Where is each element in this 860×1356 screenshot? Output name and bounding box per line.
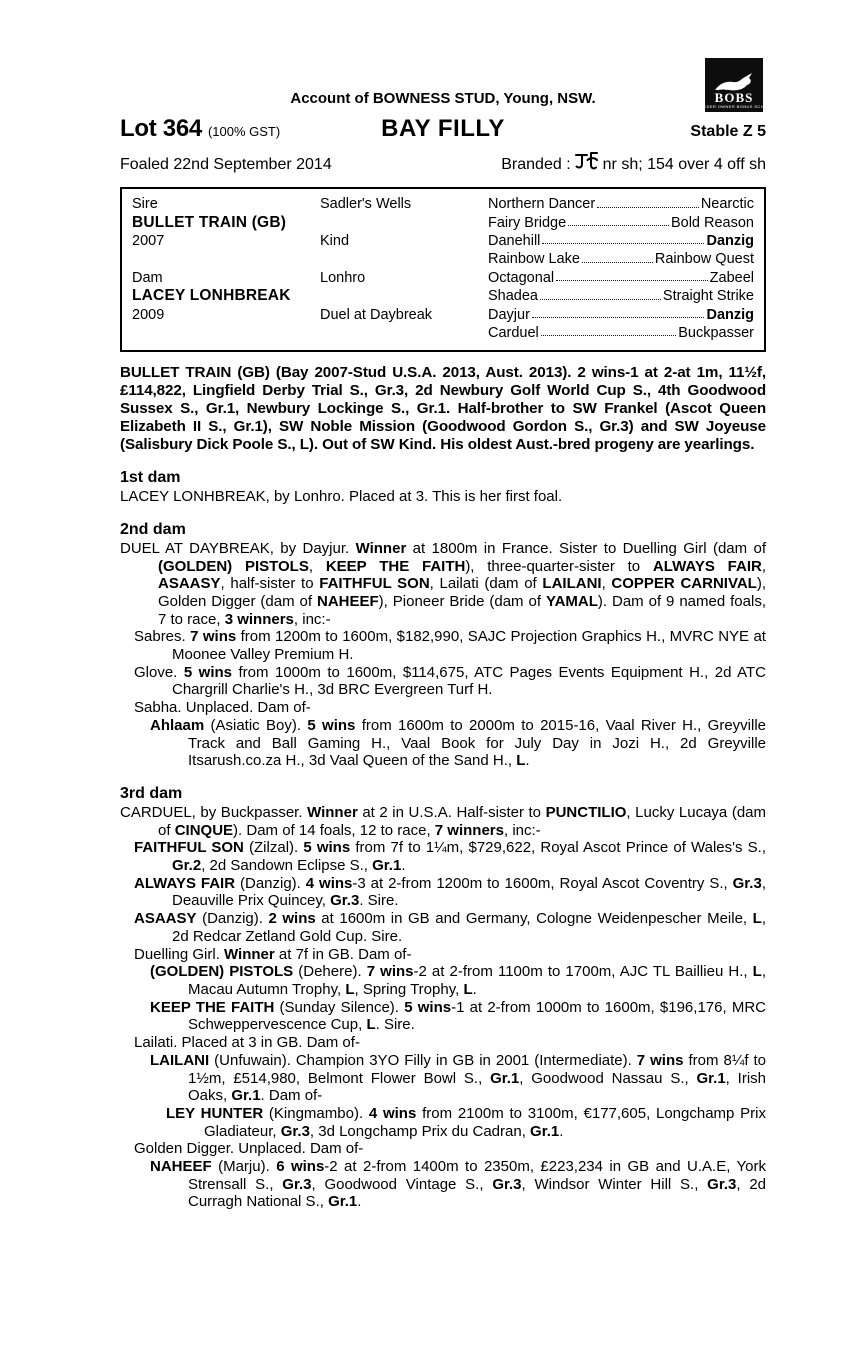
dot-leader: [532, 317, 705, 318]
progeny-entry-naheef: NAHEEF (Marju). 6 wins-2 at 2-from 1400m to 2350m, £223,234 in GB and U.A.E, York Strensall S., Gr.3, Goodwood Vintage S., Gr.3, Windsor Winter Hill S., Gr.3, 2d Curragh National S., Gr.1.: [150, 1158, 767, 1211]
ancestor-left: Fairy Bridge: [488, 214, 567, 231]
ancestor-right: Nearctic: [700, 196, 754, 213]
progeny-entry-faithful-son: FAITHFUL SON (Zilzal). 5 wins from 7f to 1¼m, $729,622, Royal Ascot Prince of Wales's S., Gr.2, 2d Sandown Eclipse S., Gr.1.: [134, 839, 766, 875]
sire-name: BULLET TRAIN (GB): [132, 213, 287, 231]
progeny-entry-asaasy: ASAASY (Danzig). 2 wins at 1600m in GB and Germany, Cologne Weidenpescher Meile, L, 2d Redcar Zetland Gold Cup. Sire.: [134, 910, 766, 945]
lot-line: [120, 115, 766, 143]
gst-note: (100% GST): [207, 124, 281, 139]
dam2-intro: DUEL AT DAYBREAK, by Dayjur. Winner at 1800m in France. Sister to Duelling Girl (dam of (GOLDEN) PISTOLS, KEEP THE FAITH), three-quarter-sister to ALWAYS FAIR, ASAASY, half-sister to FAITHFUL SON, Lailati (dam of LAILANI, COPPER CARNIVAL), Golden Digger (dam of NAHEEF), Pioneer Bride (dam of YAMAL). Dam of 9 named foals, 7 to race, 3 winners, inc:-: [120, 539, 767, 628]
ancestor-left: Shadea: [488, 288, 538, 305]
progeny-entry-lailani: LAILANI (Unfuwain). Champion 3YO Filly in GB in 2001 (Intermediate). 7 wins from 8¼f to 1½m, £514,980, Belmont Flower Bowl S., Gr.1, Goodwood Nassau S., Gr.1, Irish Oaks, Gr.1. Dam of-: [150, 1051, 766, 1105]
ancestor-right: Danzig: [706, 232, 754, 249]
sire-role-label: Sire: [132, 196, 158, 213]
branded-description: nr sh; 154 over 4 off sh: [602, 156, 766, 173]
dot-leader: [540, 299, 661, 300]
dam-year: 2009: [132, 306, 165, 323]
pedigree-table: [120, 187, 766, 352]
ancestor-left: Danehill: [488, 232, 541, 249]
dam-granddam: Duel at Daybreak: [320, 306, 433, 323]
ancestor-row: [488, 288, 754, 304]
dam-role-label: Dam: [132, 269, 163, 286]
progeny-entry-ahlaam: Ahlaam (Asiatic Boy). 5 wins from 1600m to 2000m to 2015-16, Vaal River H., Greyville Track and Ball Gaming H., Vaal Book for July Day in Jozi H., 2d Greyville Itsarush.co.za H., 3d Vaal Queen of the Sand H., L.: [150, 716, 767, 770]
bobs-logo-subtext: BREEDER OWNER BONUS SCHEME: [694, 104, 774, 109]
ancestor-left: Dayjur: [488, 306, 530, 323]
ancestor-left: Carduel: [488, 324, 539, 341]
progeny-entry-sabha: Sabha. Unplaced. Dam of-: [134, 699, 311, 717]
lot-number: Lot 364: [120, 115, 202, 142]
ancestor-row: [488, 233, 754, 249]
progeny-entry-sabres: Sabres. 7 wins from 1200m to 1600m, $182,990, SAJC Projection Graphics H., MVRC NYE at Moonee Valley Premium H.: [134, 628, 766, 664]
progeny-entry-golden-pistols: (GOLDEN) PISTOLS (Dehere). 7 wins-2 at 2-from 1100m to 1700m, AJC TL Baillieu H., L, Macau Autumn Trophy, L, Spring Trophy, L.: [150, 963, 766, 998]
ancestor-left: Rainbow Lake: [488, 251, 580, 268]
progeny-entry-lailati: Lailati. Placed at 3 in GB. Dam of-: [134, 1034, 360, 1052]
dot-leader: [542, 243, 704, 244]
dam2-heading: 2nd dam: [120, 520, 186, 538]
brand-mark-icon: [575, 152, 599, 171]
dam3-intro: CARDUEL, by Buckpasser. Winner at 2 in U.S.A. Half-sister to PUNCTILIO, Lucky Lucaya (dam of CINQUE). Dam of 14 foals, 12 to race, 7 winners, inc:-: [120, 803, 766, 839]
ancestor-right: Danzig: [706, 306, 754, 323]
ancestor-left: Octagonal: [488, 269, 555, 286]
sire-year: 2007: [132, 232, 165, 249]
dot-leader: [568, 225, 669, 226]
dot-leader: [556, 280, 708, 281]
dam1-intro: LACEY LONHBREAK, by Lonhro. Placed at 3. This is her first foal.: [120, 488, 563, 506]
horse-title: BAY FILLY: [381, 115, 505, 142]
account-line: Account of BOWNESS STUD, Young, NSW.: [290, 90, 596, 107]
foaled-date: Foaled 22nd September 2014: [120, 156, 332, 173]
branded-label: Branded :: [501, 156, 571, 173]
ancestor-row: [488, 196, 754, 212]
dot-leader: [582, 262, 653, 263]
bobs-logo-word: BOBS: [714, 90, 754, 105]
progeny-entry-always-fair: ALWAYS FAIR (Danzig). 4 wins-3 at 2-from 1200m to 1600m, Royal Ascot Coventry S., Gr.3, Deauville Prix Quincey, Gr.3. Sire.: [134, 874, 766, 910]
sire-granddam: Kind: [320, 232, 350, 249]
dot-leader: [597, 207, 699, 208]
progeny-entry-golden-digger: Golden Digger. Unplaced. Dam of-: [134, 1140, 364, 1158]
sire-grandsire: Sadler's Wells: [320, 196, 412, 213]
ancestor-row: [488, 307, 754, 323]
stable-position: Stable Z 5: [690, 123, 766, 140]
ancestor-left: Northern Dancer: [488, 196, 596, 213]
ancestor-row: [488, 325, 754, 341]
branded-info: [501, 150, 766, 174]
dot-leader: [541, 335, 676, 336]
ancestor-row: [488, 270, 754, 286]
dam1-heading: 1st dam: [120, 469, 181, 487]
progeny-entry-duelling-girl: Duelling Girl. Winner at 7f in GB. Dam of-: [134, 945, 412, 963]
progeny-entry-keep-the-faith: KEEP THE FAITH (Sunday Silence). 5 wins-1 at 2-from 1000m to 1600m, $196,176, MRC Schweppervescence Cup, L. Sire.: [150, 998, 767, 1034]
stallion-summary: BULLET TRAIN (GB) (Bay 2007-Stud U.S.A. 2013, Aust. 2013). 2 wins-1 at 2-at 1m, 11½f, £114,822, Lingfield Derby Trial S., Gr.3, 2d Newbury Golf World Cup S., 4th Goodwood Sussex S., Gr.1, Newbury Lockinge S., Gr.1. Half-brother to SW Frankel (Ascot Queen Elizabeth II S., Gr.1), SW Noble Mission (Goodwood Gordon S., Gr.3) and SW Joyeuse (Salisbury Dick Poole S., L). Out of SW Kind. His oldest Aust.-bred progeny are yearlings.: [120, 364, 766, 454]
progeny-entry-ley-hunter: LEY HUNTER (Kingmambo). 4 wins from 2100m to 3100m, €177,605, Longchamp Prix Gladiateur, Gr.3, 3d Longchamp Prix du Cadran, Gr.1.: [166, 1104, 766, 1140]
ancestor-right: Zabeel: [709, 269, 754, 286]
progeny-entry-glove: Glove. 5 wins from 1000m to 1600m, $114,675, ATC Pages Events Equipment H., 2d ATC Chargrill Charlie's H., 3d BRC Evergreen Turf H.: [134, 663, 766, 699]
ancestor-right: Straight Strike: [662, 288, 754, 305]
ancestor-row: [488, 251, 754, 267]
dam-grandsire: Lonhro: [320, 269, 366, 286]
ancestor-right: Bold Reason: [670, 214, 754, 231]
ancestor-right: Buckpasser: [678, 324, 754, 341]
dam-name: LACEY LONHBREAK: [132, 287, 291, 305]
ancestor-right: Rainbow Quest: [654, 251, 754, 268]
foaled-line: [120, 150, 766, 174]
ancestor-row: [488, 215, 754, 231]
dam3-heading: 3rd dam: [120, 784, 183, 802]
